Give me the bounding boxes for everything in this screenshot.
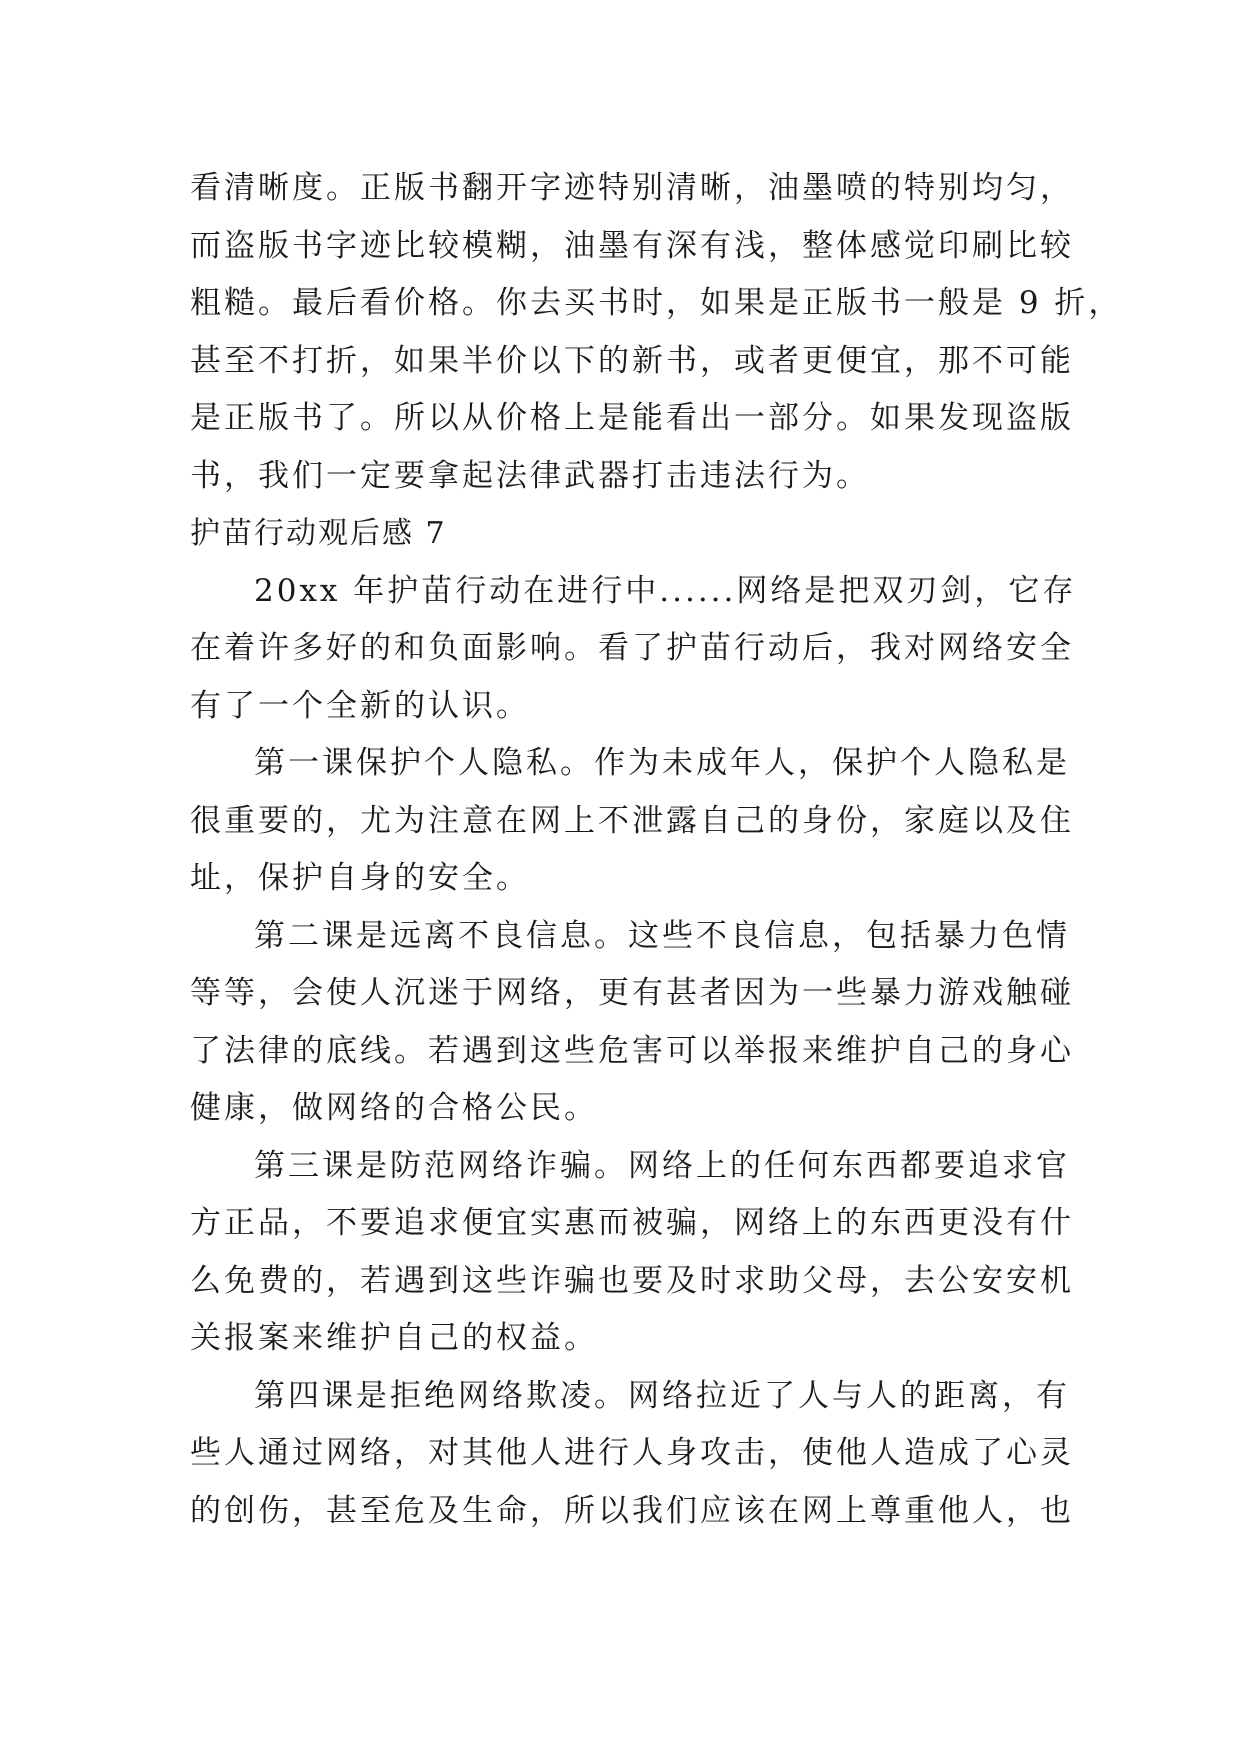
text-line: 很重要的，尤为注意在网上不泄露自己的身份，家庭以及住: [190, 802, 1074, 839]
text-line: 看清晰度。正版书翻开字迹特别清晰，油墨喷的特别均匀，: [190, 170, 1074, 206]
text-line: 的创伤，甚至危及生命，所以我们应该在网上尊重他人，也: [190, 1492, 1074, 1529]
text-line: 第四课是拒绝网络欺凌。网络拉近了人与人的距离，有: [254, 1377, 1070, 1414]
text-line: 些人通过网络，对其他人进行人身攻击，使他人造成了心灵: [190, 1435, 1074, 1471]
text-line: 么免费的，若遇到这些诈骗也要及时求助父母，去公安安机: [190, 1262, 1074, 1299]
text-line: 粗糙。最后看价格。你去买书时，如果是正版书一般是 9 折，: [190, 285, 1123, 321]
text-line: 第三课是防范网络诈骗。网络上的任何东西都要追求官: [254, 1147, 1070, 1184]
text-line: 书，我们一定要拿起法律武器打击违法行为。: [190, 457, 870, 494]
text-line: 关报案来维护自己的权益。: [190, 1320, 598, 1356]
section-heading: 护苗行动观后感 7: [190, 516, 447, 551]
text-line: 方正品，不要追求便宜实惠而被骗，网络上的东西更没有什: [190, 1205, 1074, 1241]
text-line: 了法律的底线。若遇到这些危害可以举报来维护自己的身心: [190, 1032, 1074, 1069]
text-line: 址，保护自身的安全。: [190, 860, 530, 896]
text-line: 甚至不打折，如果半价以下的新书，或者更便宜，那不可能: [190, 342, 1074, 379]
document-page: [190, 160, 1123, 1540]
text-line: 是正版书了。所以从价格上是能看出一部分。如果发现盗版: [190, 400, 1074, 436]
text-line: 健康，做网络的合格公民。: [190, 1090, 598, 1126]
text-line: 第二课是远离不良信息。这些不良信息，包括暴力色情: [254, 917, 1070, 954]
text-line: 有了一个全新的认识。: [190, 687, 530, 724]
text-line: 在着许多好的和负面影响。看了护苗行动后，我对网络安全: [190, 630, 1074, 666]
text-line: 等等，会使人沉迷于网络，更有甚者因为一些暴力游戏触碰: [190, 975, 1074, 1011]
text-line: 20xx 年护苗行动在进行中......网络是把双刃剑，它存: [254, 572, 1077, 609]
text-line: 第一课保护个人隐私。作为未成年人，保护个人隐私是: [254, 745, 1070, 781]
text-line: 而盗版书字迹比较模糊，油墨有深有浅，整体感觉印刷比较: [190, 227, 1074, 264]
